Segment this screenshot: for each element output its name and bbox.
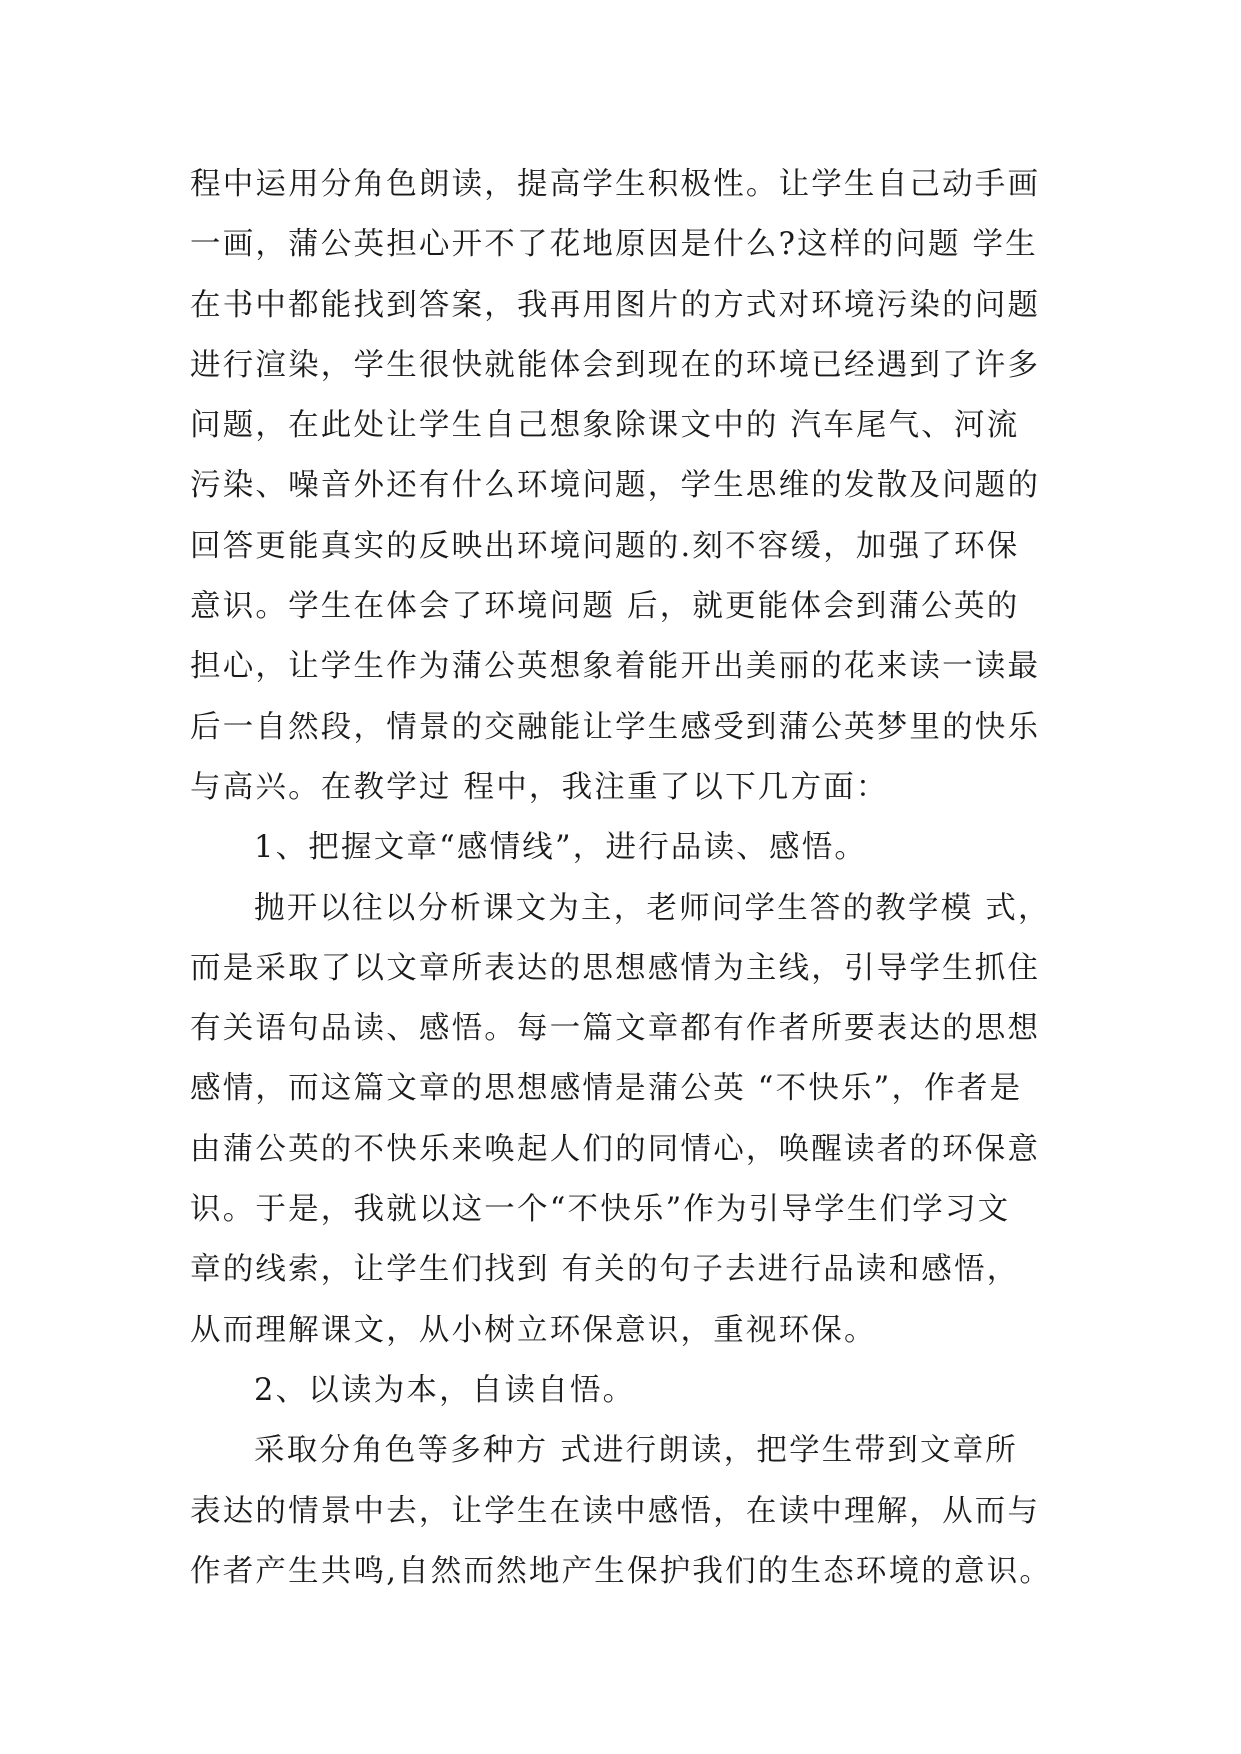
text-line: 表达的情景中去，让学生在读中感悟，在读中理解，从而与 [190, 1493, 1041, 1529]
text-line: 进行渲染，学生很快就能体会到现在的环境已经遇到了许多 [190, 347, 1041, 383]
text-line: 问题，在此处让学生自己想象除课文中的 汽车尾气、河流 [190, 408, 1020, 444]
text-line: 作者产生共鸣,自然而然地产生保护我们的生态环境的意识。 [190, 1553, 1053, 1589]
text-line: 从而理解课文，从小树立环保意识，重视环保。 [190, 1312, 877, 1348]
text-line: 回答更能真实的反映出环境问题的.刻不容缓，加强了环保 [190, 528, 1020, 564]
text-line: 由蒲公英的不快乐来唤起人们的同情心，唤醒读者的环保意 [190, 1131, 1041, 1167]
text-line: 章的线索，让学生们找到 有关的句子去进行品读和感悟， [190, 1252, 1020, 1288]
text-line: 程中运用分角色朗读，提高学生积极性。让学生自己动手画 [190, 167, 1041, 202]
text-line: 一画，蒲公英担心开不了花地原因是什么?这样的问题 学生 [190, 227, 1038, 263]
body-text [190, 155, 1053, 1602]
text-line: 采取分角色等多种方 式进行朗读，把学生带到文章所 [254, 1433, 1018, 1469]
text-line: 与高兴。在教学过 程中，我注重了以下几方面： [190, 769, 889, 805]
section-heading-1: 1、把握文章“感情线”，进行品读、感悟。 [254, 830, 868, 866]
text-line: 在书中都能找到答案，我再用图片的方式对环境污染的问题 [190, 287, 1041, 323]
text-line: 担心，让学生作为蒲公英想象着能开出美丽的花来读一读最 [190, 649, 1041, 685]
text-line: 后一自然段，情景的交融能让学生感受到蒲公英梦里的快乐 [190, 709, 1041, 745]
text-line: 意识。学生在体会了环境问题 后，就更能体会到蒲公英的 [190, 589, 1020, 625]
text-line: 而是采取了以文章所表达的思想感情为主线，引导学生抓住 [190, 950, 1041, 986]
text-line: 识。于是，我就以这一个“不快乐”作为引导学生们学习文 [190, 1192, 1011, 1228]
text-line: 污染、噪音外还有什么环境问题，学生思维的发散及问题的 [190, 468, 1041, 504]
text-line: 感情，而这篇文章的思想感情是蒲公英 “不快乐”，作者是 [190, 1071, 1023, 1107]
text-line: 抛开以往以分析课文为主，老师问学生答的教学模 式， [254, 890, 1051, 926]
text-line: 有关语句品读、感悟。每一篇文章都有作者所要表达的思想 [190, 1011, 1041, 1047]
section-heading-2: 2、以读为本，自读自悟。 [254, 1372, 636, 1408]
